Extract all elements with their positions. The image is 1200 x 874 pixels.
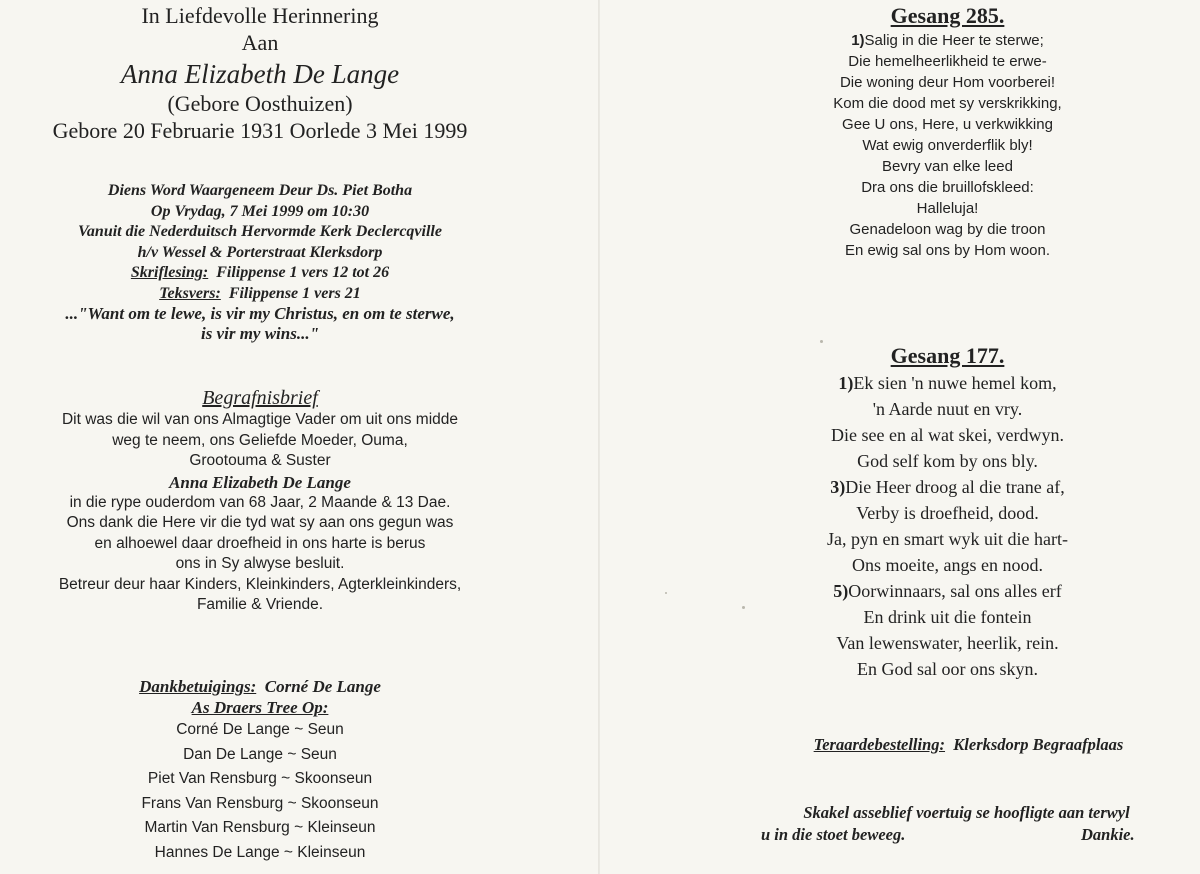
hymn-line: Bevry van elke leed [882, 158, 1013, 175]
hymn-line: 1)Ek sien 'n nuwe hemel kom, [838, 373, 1057, 393]
paper-speck [665, 592, 667, 594]
hymn-line: Kom die dood met sy verskrikking, [833, 95, 1062, 112]
hymn-line: En drink uit die fontein [863, 607, 1032, 627]
funeral-letter-name: Anna Elizabeth De Lange [169, 472, 351, 492]
bearer-item: Piet Van Rensburg ~ Skoonseun [147, 770, 373, 787]
quote-line1: ..."Want om te lewe, is vir my Christus, en om te sterwe, [65, 304, 455, 323]
bearer-item: Corné De Lange ~ Seun [176, 721, 344, 738]
hymn-line: 3)Die Heer droog al die trane af, [830, 477, 1065, 497]
hymn-line: 'n Aarde nuut en vry. [872, 399, 1023, 419]
notice-line1: Skakel asseblief voertuig se hoofligte aan terwyl [803, 803, 1130, 822]
hymn-line: 1)Salig in die Heer te sterwe; [851, 32, 1044, 49]
scripture-reading-label: Skriflesing: [130, 264, 209, 281]
burial-line [746, 734, 1191, 756]
bearer-item: Hannes De Lange ~ Kleinseun [154, 843, 366, 861]
funeral-letter-line: Grootouma & Suster [189, 452, 331, 469]
hymn-line: Die hemelheerlikheid te erwe- [848, 53, 1047, 70]
memorial-line2: Aan [241, 30, 279, 55]
hymn-line: Verby is droefheid, dood. [856, 503, 1039, 523]
text-verse-label: Teksvers: [159, 284, 221, 302]
hymn-285 [725, 2, 1170, 261]
hymn-line: Gee U ons, Here, u verkwikking [842, 116, 1053, 133]
scripture-reading [0, 263, 520, 284]
hymn-line: God self kom by ons bly. [857, 451, 1038, 471]
hymn-285-title: Gesang 285. [890, 3, 1005, 28]
burial-label: Teraardebestelling: [813, 735, 946, 754]
verse-number: 5) [833, 581, 849, 601]
thanks-section [0, 676, 520, 865]
page-fold [598, 0, 600, 874]
service-address: h/v Wessel & Porterstraat Klerksdorp [137, 243, 383, 261]
funeral-letter-title: Begrafnisbrief [202, 387, 318, 409]
thanks-label: Dankbetuigings: [139, 677, 257, 696]
hymn-line: Ons moeite, angs en nood. [852, 555, 1043, 575]
service-officiant: Diens Word Waargeneem Deur Ds. Piet Botha [107, 182, 413, 199]
funeral-letter-line: Betreur deur haar Kinders, Kleinkinders, Agterkleinkinders, [58, 575, 462, 593]
funeral-letter-line: Dit was die wil van ons Almagtige Vader om uit ons midde [61, 411, 458, 428]
hymn-line: Halleluja! [916, 200, 979, 217]
bearer-item: Frans Van Rensburg ~ Skoonseun [141, 794, 379, 812]
memorial-line1: In Liefdevolle Herinnering [141, 3, 379, 28]
service-details [0, 181, 520, 344]
bearer-item: Martin Van Rensburg ~ Kleinseun [144, 819, 376, 836]
funeral-letter-line: weg te neem, ons Geliefde Moeder, Ouma, [112, 431, 408, 449]
funeral-letter [0, 386, 520, 616]
notice-line2-row [735, 824, 1198, 846]
notice-line2: u in die stoet beweeg. [761, 825, 906, 844]
hymn-line: Die woning deur Hom voorberei! [839, 74, 1056, 91]
hymn-line: Die see en al wat skei, verdwyn. [831, 425, 1064, 445]
verse-number: 1) [838, 373, 854, 393]
scripture-reading-text: Filippense 1 vers 12 tot 26 [216, 264, 390, 281]
hymn-line: Dra ons die bruillofskleed: [861, 179, 1034, 196]
birth-death-dates: Gebore 20 Februarie 1931 Oorlede 3 Mei 1999 [52, 118, 468, 143]
maiden-name: (Gebore Oosthuizen) [167, 91, 353, 116]
notice-thanks: Dankie. [1081, 825, 1135, 844]
hymn-line: En ewig sal ons by Hom woon. [844, 242, 1051, 259]
hymn-line: 5)Oorwinnaars, sal ons alles erf [833, 581, 1062, 601]
bearer-item: Dan De Lange ~ Seun [183, 745, 337, 763]
hymn-177-title: Gesang 177. [890, 343, 1005, 368]
notice [735, 802, 1198, 846]
burial-place: Klerksdorp Begraafplaas [953, 735, 1124, 754]
quote-line2: is vir my wins..." [200, 324, 320, 343]
service-church: Vanuit die Nederduitsch Hervormde Kerk Declercqville [78, 223, 442, 240]
hymn-line: Van lewenswater, heerlik, rein. [836, 633, 1059, 653]
verse-number: 3) [830, 477, 846, 497]
hymn-line: Ja, pyn en smart wyk uit die hart- [827, 529, 1068, 549]
text-verse [0, 284, 520, 305]
hymn-line: Wat ewig onverderflik bly! [862, 137, 1033, 154]
funeral-letter-line: ons in Sy alwyse besluit. [175, 555, 345, 572]
hymn-line: Genadeloon wag by die troon [849, 221, 1046, 238]
thanks-name: Corné De Lange [264, 677, 381, 696]
funeral-letter-line: en alhoewel daar droefheid in ons harte is berus [94, 534, 426, 552]
thanks-line [0, 676, 520, 697]
memorial-header [0, 2, 520, 144]
hymn-line: En God sal oor ons skyn. [857, 659, 1038, 679]
service-date: Op Vrydag, 7 Mei 1999 om 10:30 [150, 202, 370, 220]
deceased-name: Anna Elizabeth De Lange [120, 59, 400, 89]
funeral-letter-line: Ons dank die Here vir die tyd wat sy aan ons gegun was [66, 514, 454, 531]
hymn-177 [725, 342, 1170, 682]
funeral-letter-line: Familie & Vriende. [196, 596, 324, 613]
verse-number: 1) [851, 32, 865, 49]
funeral-letter-line: in die rype ouderdom van 68 Jaar, 2 Maande & 13 Dae. [69, 493, 451, 511]
text-verse-text: Filippense 1 vers 21 [228, 284, 361, 302]
bearers-title: As Draers Tree Op: [191, 698, 329, 717]
